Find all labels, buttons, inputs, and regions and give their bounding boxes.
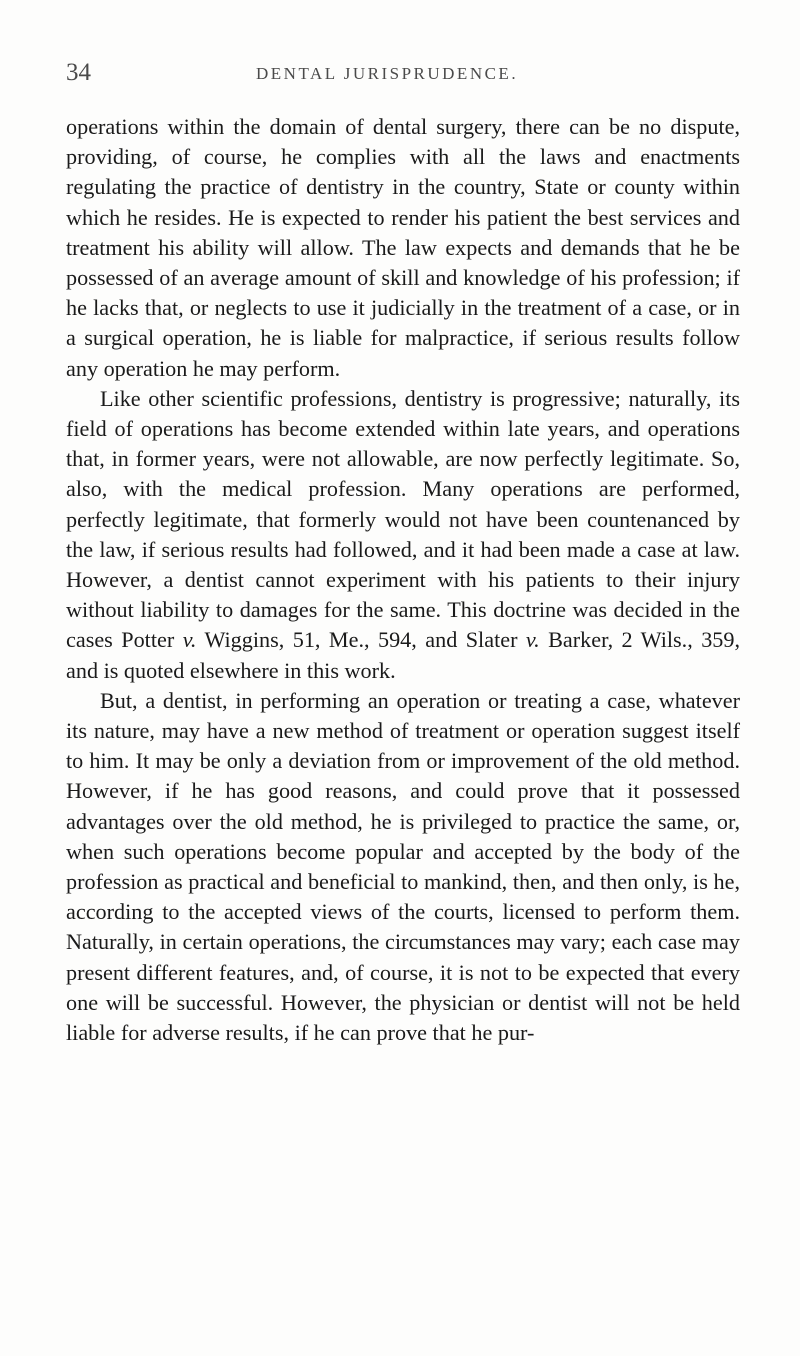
paragraph-continuation: operations within the domain of dental surgery, there can be no dispute, providing, of course, he complies with all the laws and enactments regulating the practice of dentistry in the country, State or county within which he resides. He is expected to render his patient the best services and treatment his ability will allow. The law expects and demands that he be possessed of an average amount of skill and knowledge of his profession; if he lacks that, or neglects to use it judicially in the treatment of a case, or in a surgical operation, he is liable for malpractice, if serious results follow any operation he may perform.	[66, 114, 740, 381]
paragraph-text-part: Like other scientific professions, dentistry is progressive; naturally, its field of operations has become extended within late years, and operations that, in former years, were not allowable, are now perfectly legitimate. So, also, with the medical profession. Many operations are performed, perfectly legitimate, that formerly would not have been countenanced by the law, if serious results had followed, and it had been made a case at law. However, a dentist cannot experiment with his patients to their injury without liability to damages for the same. This doctrine was decided in the cases Potter	[66, 385, 740, 653]
paragraph-text-part: Wiggins, 51, Me., 594, and Slater	[204, 627, 518, 653]
running-head	[66, 58, 740, 88]
versus-abbreviation: v.	[525, 627, 540, 653]
page-number: 34	[66, 59, 91, 86]
paragraph-progressive-profession	[66, 384, 740, 686]
paragraph-new-methods: But, a dentist, in performing an operation or treating a case, whatever its nature, may have a new method of treatment or operation suggest itself to him. It may be only a deviation from or improvement of the old method. However, if he has good reasons, and could prove that it possessed advantages over the old method, he is privileged to practice the same, or, when such operations become popular and accepted by the body of the profession as practical and beneficial to mankind, then, and then only, is he, according to the accepted views of the courts, licensed to perform them. Naturally, in certain operations, the circumstances may vary; each case may present different features, and, of course, it is not to be expected that every one will be successful. However, the physician or dentist will not be held liable for adverse results, if he can prove that he pur-	[66, 687, 740, 1046]
running-title: DENTAL JURISPRUDENCE.	[256, 64, 519, 83]
versus-abbreviation: v.	[182, 627, 197, 653]
body-text	[66, 112, 740, 1048]
paragraph-text-part: Barker, 2 Wils., 359, and is quoted elsewhere in this work.	[66, 627, 741, 683]
